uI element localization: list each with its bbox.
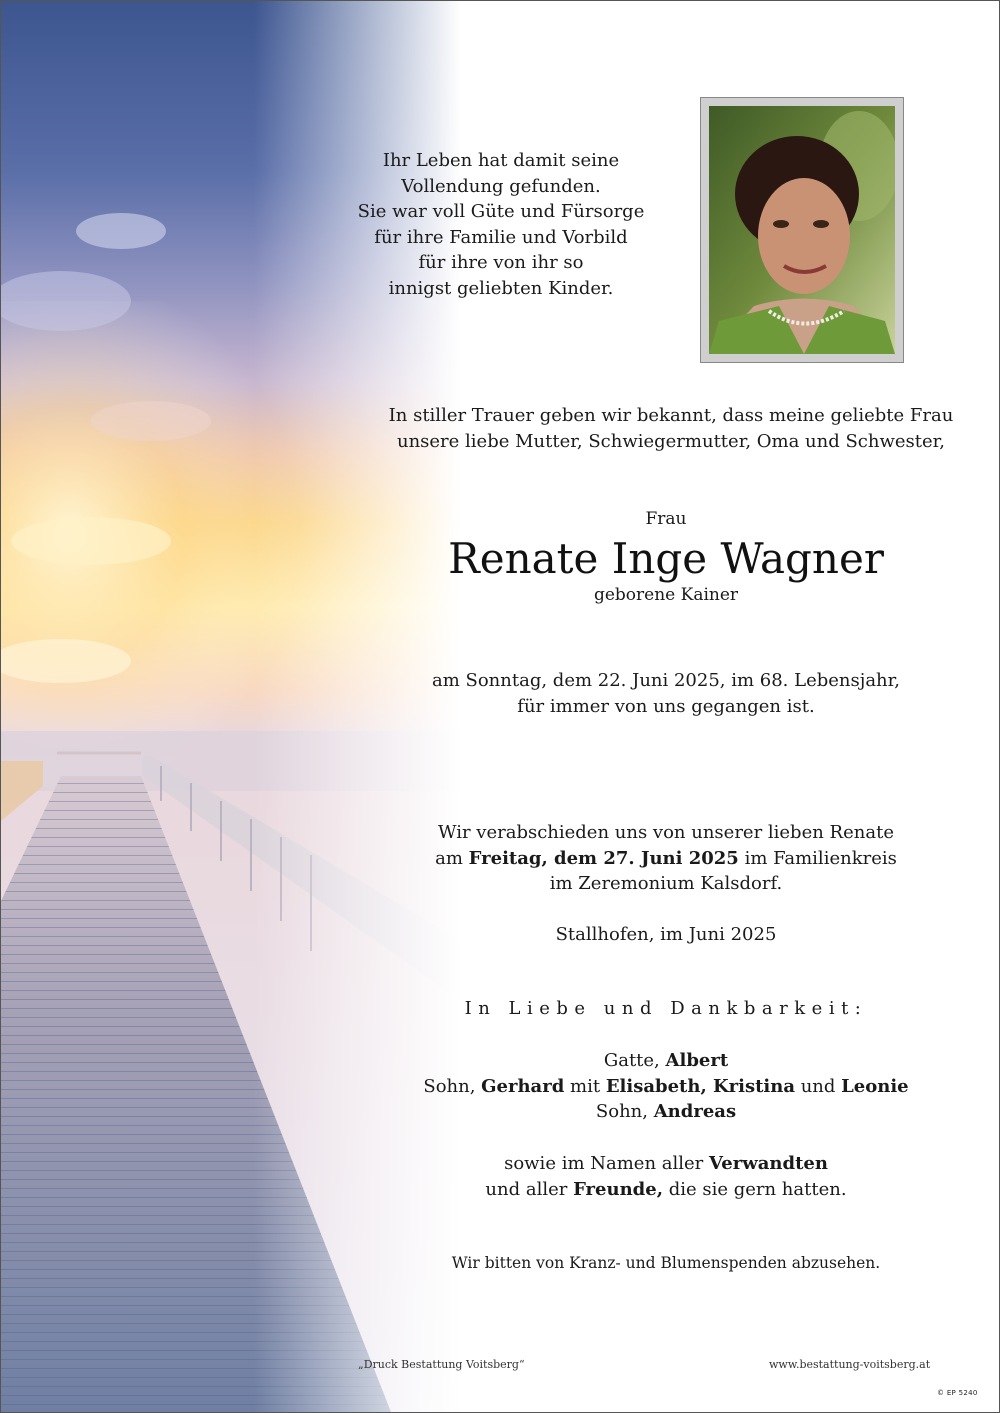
print-code: © EP 5240 — [937, 1389, 978, 1397]
text: und — [794, 1075, 842, 1097]
poem-line: für ihre von ihr so — [418, 252, 584, 273]
announcement-intro — [381, 403, 961, 454]
family-row — [391, 1099, 941, 1125]
family-row — [391, 1048, 941, 1074]
family-list — [391, 1048, 941, 1125]
salutation: Frau — [645, 509, 687, 529]
website-link[interactable]: www.bestattung-voitsberg.at — [769, 1358, 931, 1371]
deceased-name: Renate Inge Wagner — [448, 534, 884, 583]
farewell-line — [391, 846, 941, 872]
death-line: am Sonntag, dem 22. Juni 2025, im 68. Lebensjahr, — [431, 670, 900, 691]
farewell-line: Wir verabschieden uns von unserer lieben Renate — [438, 822, 894, 843]
text: mit — [564, 1075, 606, 1097]
poem-line: für ihre Familie und Vorbild — [374, 226, 628, 248]
family-name: Leonie — [841, 1075, 909, 1097]
farewell-info — [391, 820, 941, 897]
text: im Familienkreis — [738, 847, 897, 869]
poem-line: Sie war voll Güte und Fürsorge — [357, 201, 645, 222]
relatives-friends — [391, 1151, 941, 1202]
poem-line: Vollendung gefunden. — [401, 175, 601, 197]
farewell-line: im Zeremonium Kalsdorf. — [549, 873, 783, 894]
thanks-heading: In Liebe und Dankbarkeit: — [464, 998, 868, 1019]
poem-line: innigst geliebten Kinder. — [388, 277, 614, 299]
donation-note: Wir bitten von Kranz- und Blumenspenden abzusehen. — [451, 1254, 881, 1272]
poem-verse — [341, 148, 661, 301]
text: am — [435, 847, 469, 869]
family-name: Elisabeth, Kristina — [605, 1075, 795, 1097]
family-name: Gerhard — [481, 1075, 565, 1097]
portrait-photo-frame — [700, 97, 904, 363]
funeral-date: Freitag, dem 27. Juni 2025 — [468, 847, 739, 869]
others-line — [391, 1151, 941, 1177]
family-row — [391, 1074, 941, 1100]
bold-text: Freunde, — [573, 1178, 663, 1200]
death-line: für immer von uns gegangen ist. — [517, 695, 815, 717]
intro-line: unsere liebe Mutter, Schwiegermutter, Oma und Schwester, — [396, 430, 946, 452]
text: die sie gern hatten. — [662, 1178, 847, 1200]
text: und aller — [485, 1178, 574, 1200]
text: sowie im Namen aller — [504, 1153, 709, 1174]
text: Gatte, — [603, 1050, 666, 1071]
family-name: Albert — [665, 1050, 729, 1071]
intro-line: In stiller Trauer geben wir bekannt, dass meine geliebte Frau — [388, 405, 954, 426]
text: Sohn, — [595, 1101, 654, 1122]
maiden-name: geborene Kainer — [593, 585, 739, 605]
place-date: Stallhofen, im Juni 2025 — [555, 924, 777, 945]
family-name: Andreas — [653, 1101, 737, 1122]
bold-text: Verwandten — [708, 1153, 828, 1174]
death-notice — [391, 668, 941, 719]
printer-credit: „Druck Bestattung Voitsberg“ — [358, 1358, 525, 1371]
portrait-photo — [709, 106, 895, 354]
others-line — [391, 1177, 941, 1203]
poem-line: Ihr Leben hat damit seine — [382, 150, 620, 171]
text: Sohn, — [423, 1075, 482, 1097]
